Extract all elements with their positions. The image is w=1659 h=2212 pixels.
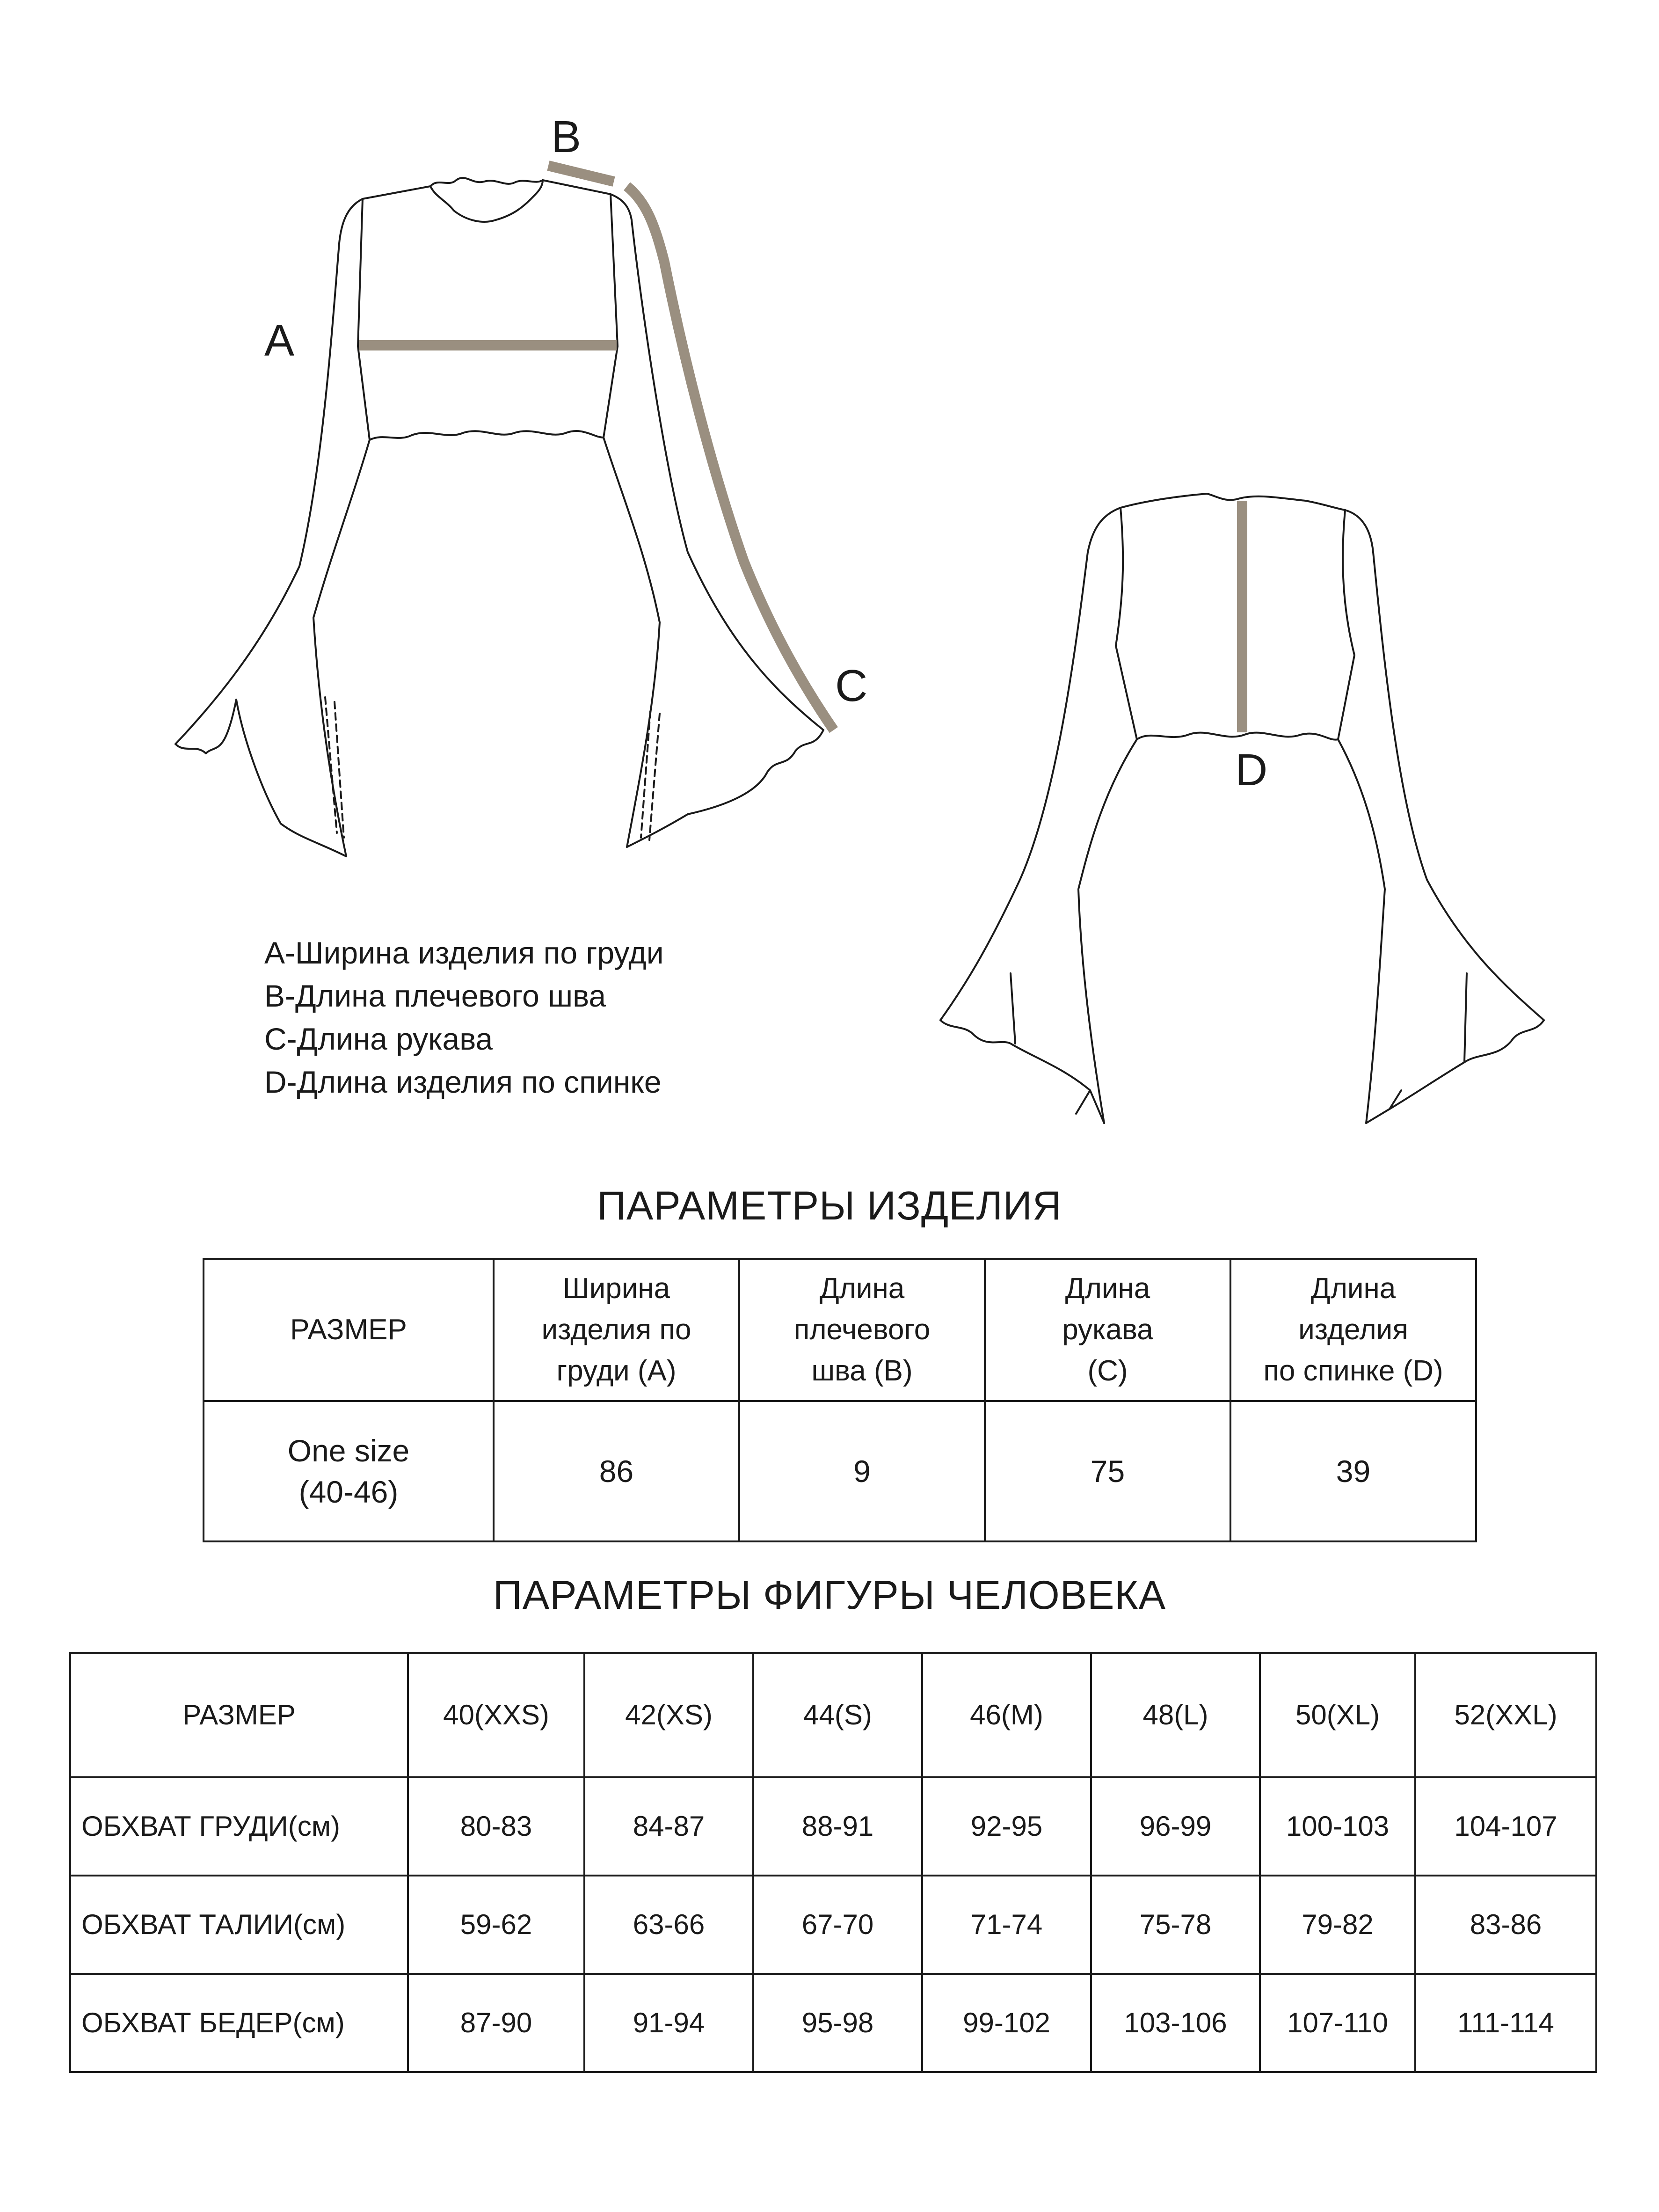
table-cell: 88-91	[753, 1777, 922, 1876]
legend-item-a: A-Ширина изделия по груди	[264, 935, 664, 970]
header-cell: Длина плечевого шва (B)	[739, 1259, 985, 1401]
table-cell: 75	[985, 1401, 1230, 1541]
body-params-title: ПАРАМЕТРЫ ФИГУРЫ ЧЕЛОВЕКА	[493, 1573, 1166, 1618]
table-cell: 75-78	[1091, 1876, 1260, 1974]
table-cell: 83-86	[1415, 1876, 1596, 1974]
legend-item-d: D-Длина изделия по спинке	[264, 1065, 662, 1099]
product-params-table	[203, 1258, 1477, 1542]
header-cell: 40(XXS)	[408, 1653, 584, 1777]
table-cell: 96-99	[1091, 1777, 1260, 1876]
header-cell: 46(M)	[922, 1653, 1091, 1777]
header-cell: 52(XXL)	[1415, 1653, 1596, 1777]
table-cell: 91-94	[584, 1974, 753, 2072]
table-cell: 79-82	[1260, 1876, 1415, 1974]
measurement-legend	[264, 931, 664, 1103]
marker-a: A	[264, 315, 295, 365]
table-cell: 99-102	[922, 1974, 1091, 2072]
header-cell: Длина рукава (C)	[985, 1259, 1230, 1401]
header-cell: РАЗМЕР	[204, 1259, 494, 1401]
table-cell: 107-110	[1260, 1974, 1415, 2072]
shoulder-seam-line	[548, 166, 614, 182]
table-cell: 39	[1230, 1401, 1476, 1541]
header-cell: 42(XS)	[584, 1653, 753, 1777]
table-cell: 100-103	[1260, 1777, 1415, 1876]
table-row	[70, 1876, 1596, 1974]
table-cell: 80-83	[408, 1777, 584, 1876]
table-header-row	[70, 1653, 1596, 1777]
table-cell: 9	[739, 1401, 985, 1541]
marker-b: B	[551, 112, 582, 162]
header-cell: Ширина изделия по груди (A)	[494, 1259, 739, 1401]
row-label: ОБХВАТ БЕДЕР(см)	[70, 1974, 408, 2072]
row-label: ОБХВАТ ТАЛИИ(см)	[70, 1876, 408, 1974]
marker-d: D	[1235, 745, 1268, 795]
legend-item-b: B-Длина плечевого шва	[264, 978, 606, 1013]
legend-item-c: C-Длина рукава	[264, 1022, 493, 1056]
table-cell: 103-106	[1091, 1974, 1260, 2072]
table-cell: 59-62	[408, 1876, 584, 1974]
header-cell: РАЗМЕР	[70, 1653, 408, 1777]
table-row	[70, 1777, 1596, 1876]
table-cell: 111-114	[1415, 1974, 1596, 2072]
table-cell: 86	[494, 1401, 739, 1541]
header-cell: 50(XL)	[1260, 1653, 1415, 1777]
table-cell: 95-98	[753, 1974, 922, 2072]
table-cell: 104-107	[1415, 1777, 1596, 1876]
table-cell: 84-87	[584, 1777, 753, 1876]
table-header-row	[204, 1259, 1476, 1401]
product-params-title: ПАРАМЕТРЫ ИЗДЕЛИЯ	[597, 1183, 1062, 1228]
measurement-lines	[359, 166, 1242, 732]
table-cell: 87-90	[408, 1974, 584, 2072]
table-cell: 67-70	[753, 1876, 922, 1974]
table-cell: One size (40-46)	[204, 1401, 494, 1541]
table-cell: 92-95	[922, 1777, 1091, 1876]
marker-c: C	[835, 661, 868, 711]
header-cell: Длина изделия по спинке (D)	[1230, 1259, 1476, 1401]
table-row	[204, 1401, 1476, 1541]
row-label: ОБХВАТ ГРУДИ(см)	[70, 1777, 408, 1876]
table-row	[70, 1974, 1596, 2072]
header-cell: 48(L)	[1091, 1653, 1260, 1777]
body-params-table	[69, 1652, 1597, 2073]
table-cell: 63-66	[584, 1876, 753, 1974]
table-cell: 71-74	[922, 1876, 1091, 1974]
header-cell: 44(S)	[753, 1653, 922, 1777]
